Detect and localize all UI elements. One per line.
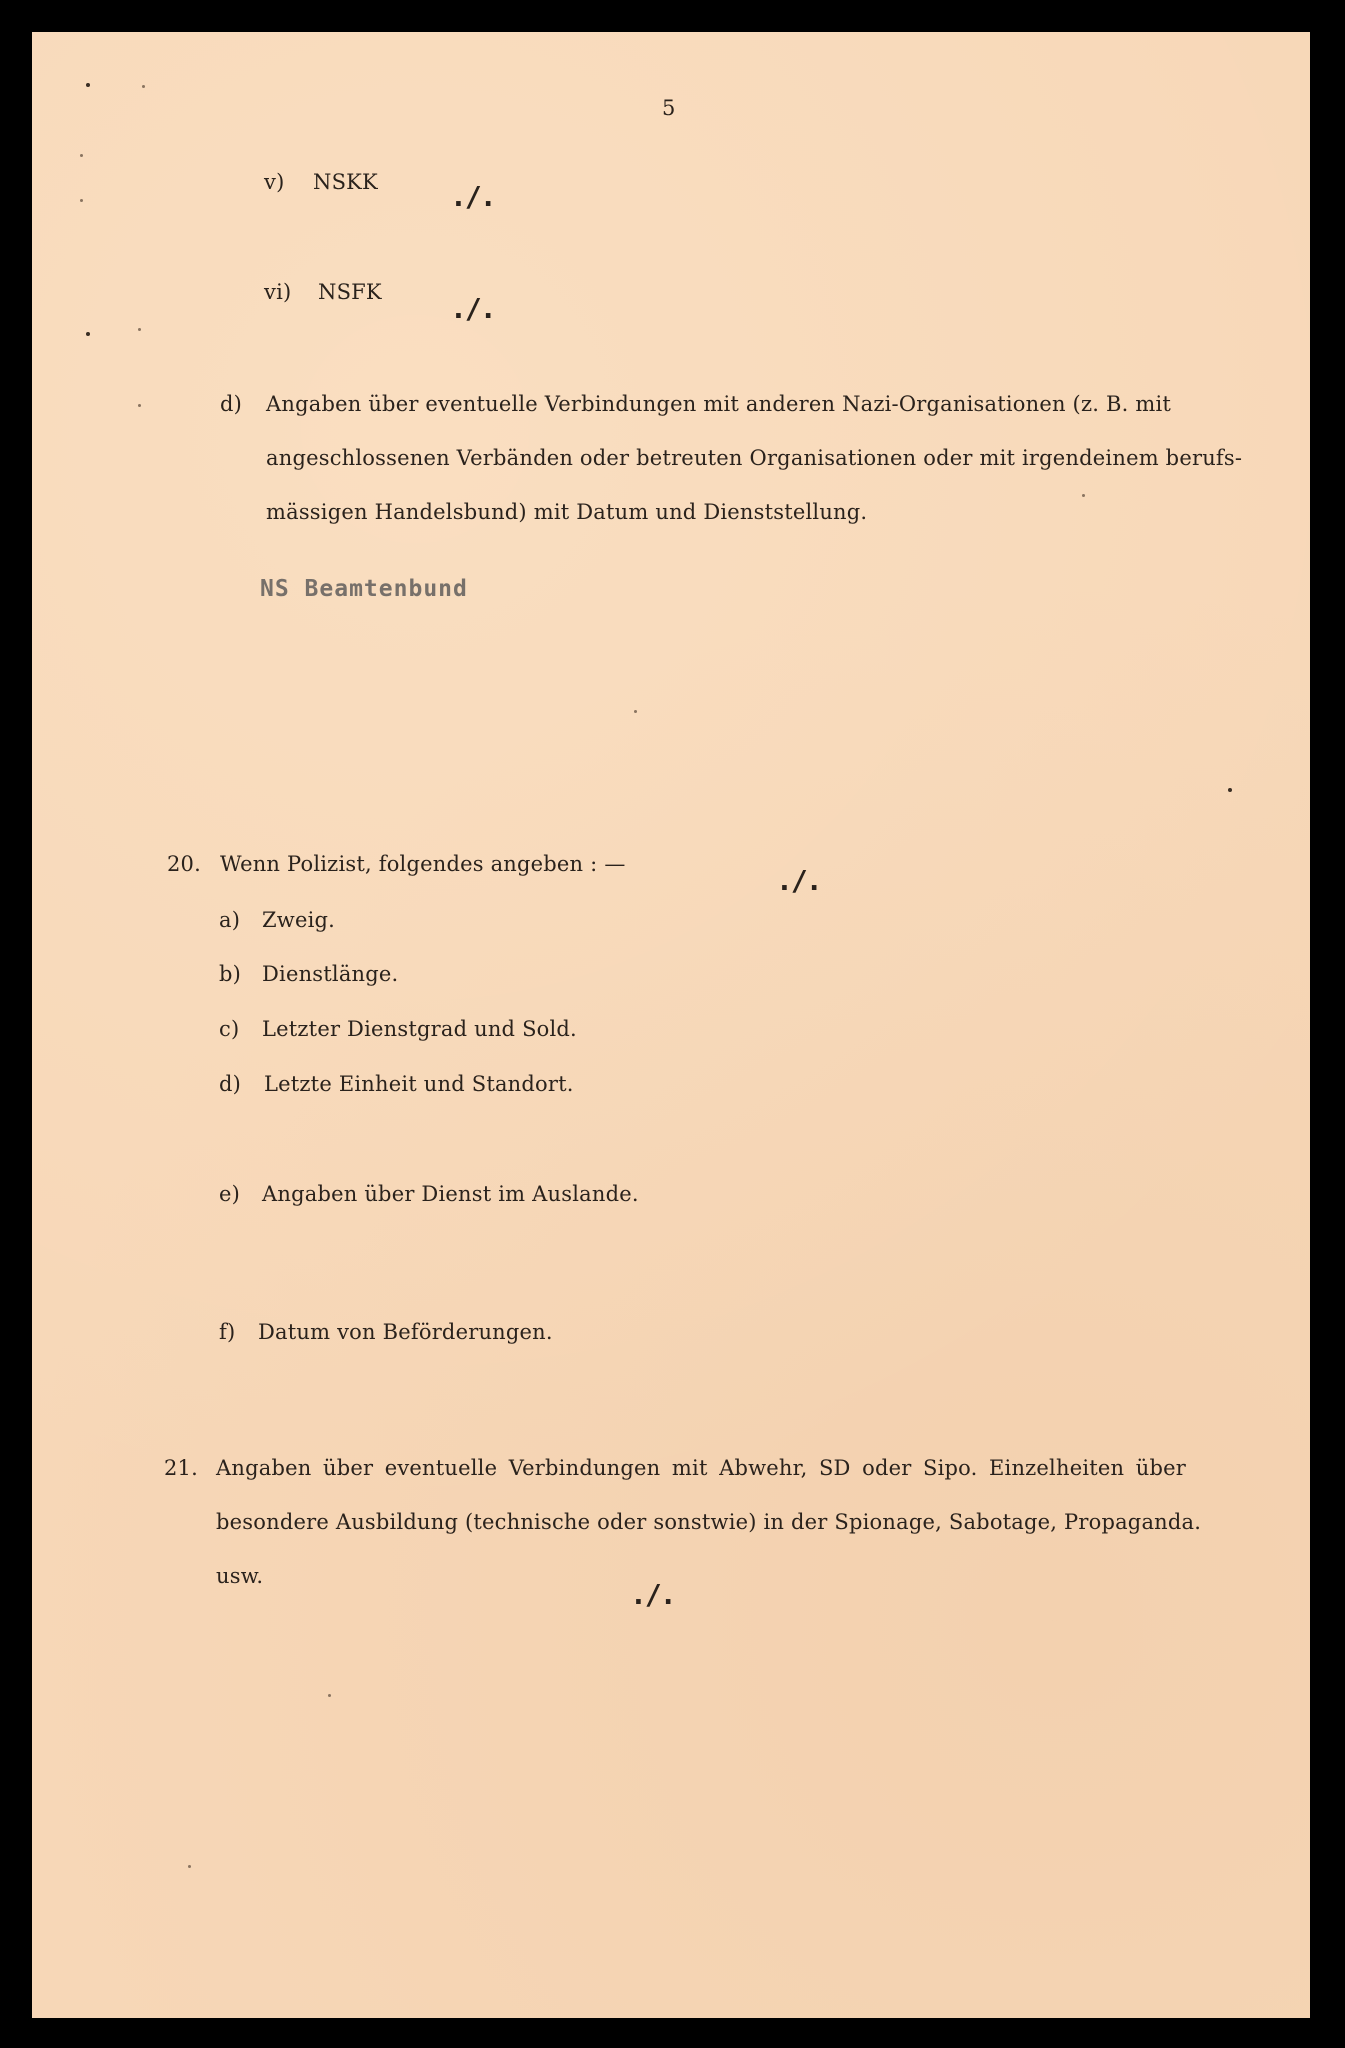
question-20-number: 20. — [167, 852, 201, 876]
item-vi-text: NSFK — [318, 280, 382, 304]
question-20-text: Wenn Polizist, folgendes angeben : — — [220, 852, 626, 876]
question-21-line-3: usw. — [216, 1564, 264, 1588]
question-21-line-1: Angaben über eventuelle Verbindungen mit Abwehr, SD oder Sipo. Einzelheiten über — [216, 1456, 1186, 1480]
paper-speck — [634, 710, 637, 713]
q20-f-label: f) — [219, 1320, 236, 1344]
q20-b-label: b) — [219, 962, 242, 986]
item-vi-label: vi) — [264, 280, 292, 304]
typed-answer: NS Beamtenbund — [260, 576, 468, 602]
paper-speck — [80, 154, 83, 157]
q20-d-label: d) — [219, 1072, 242, 1096]
paper-speck — [188, 1865, 191, 1868]
paper-speck — [142, 85, 145, 88]
paper-speck — [138, 404, 141, 407]
paper-speck — [86, 83, 90, 87]
q20-a-text: Zweig. — [262, 908, 336, 932]
paper-speck — [328, 1694, 331, 1697]
q20-e-label: e) — [219, 1182, 241, 1206]
document-page — [32, 32, 1310, 2018]
paper-speck — [1228, 788, 1232, 792]
q20-d-text: Letzte Einheit und Standort. — [264, 1072, 574, 1096]
paper-speck — [1082, 494, 1085, 497]
q20-e-text: Angaben über Dienst im Auslande. — [262, 1182, 639, 1206]
q20-a-label: a) — [219, 908, 241, 932]
item-v-label: v) — [264, 170, 285, 194]
item-v-text: NSKK — [313, 170, 378, 194]
paper-speck — [86, 332, 90, 336]
q20-c-label: c) — [219, 1017, 240, 1041]
q20-f-text: Datum von Beförderungen. — [258, 1320, 553, 1344]
question-20-none-mark: ./. — [776, 864, 821, 897]
item-v-none-mark: ./. — [450, 180, 495, 213]
section-d-line-1: Angaben über eventuelle Verbindungen mit anderen Nazi-Organisationen (z. B. mit — [266, 392, 1172, 416]
question-21-none-mark: ./. — [630, 1578, 675, 1611]
question-21-number: 21. — [164, 1456, 198, 1480]
item-vi-none-mark: ./. — [450, 292, 495, 325]
q20-c-text: Letzter Dienstgrad und Sold. — [262, 1017, 577, 1041]
section-d-line-3: mässigen Handelsbund) mit Datum und Dienststellung. — [266, 500, 868, 524]
section-d-line-2: angeschlossenen Verbänden oder betreuten Organisationen oder mit irgendeinem berufs- — [266, 446, 1243, 470]
paper-speck — [138, 328, 141, 331]
q20-b-text: Dienstlänge. — [262, 962, 399, 986]
page-number: 5 — [662, 96, 676, 120]
section-d-label: d) — [220, 392, 243, 416]
question-21-line-2: besondere Ausbildung (technische oder sonstwie) in der Spionage, Sabotage, Propaganda. — [216, 1510, 1202, 1534]
paper-speck — [80, 199, 83, 202]
